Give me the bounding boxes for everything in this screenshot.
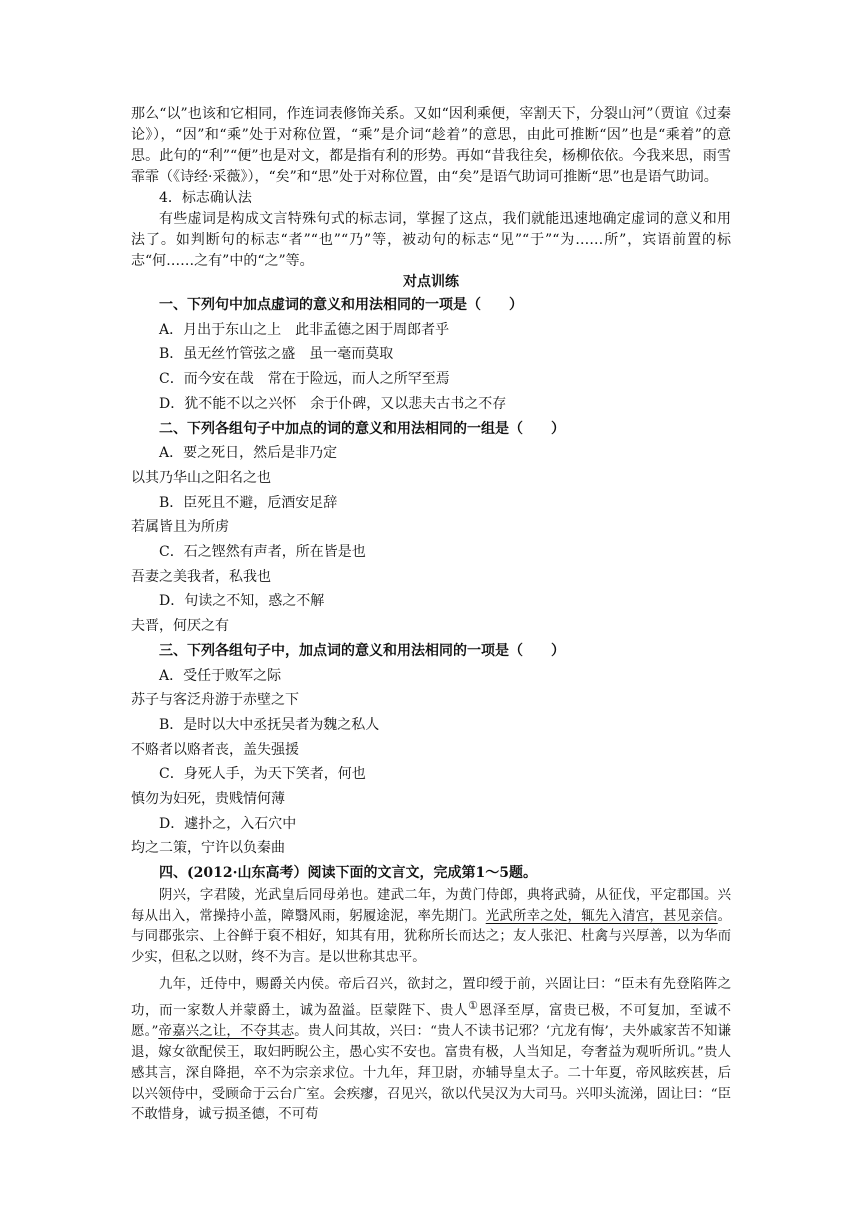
question-3-line: D．遽扑之，入石穴中	[159, 815, 297, 832]
question-3-line: A．受任于败军之际	[159, 667, 282, 684]
passage-paragraph-1	[131, 886, 731, 969]
question-2-line: A．要之死日，然后是非乃定	[159, 445, 338, 462]
question-3-line: 不赂者以赂者丧，盖失强援	[131, 741, 299, 758]
page-content	[131, 104, 731, 1126]
question-2-line: 夫晋，何厌之有	[131, 618, 229, 635]
reading-passage	[131, 886, 731, 1126]
question-2-line: B．臣死且不避，卮酒安足辞	[159, 494, 338, 511]
passage-text: 。与同郡张宗、上谷鲜于裒不相好，知其有用，犹称所长而达之；友人张汜、杜禽与兴厚善，以为华而少实，但私之以财，终不为言。是以世称其忠平。	[131, 908, 732, 966]
question-4-stem: 四、(2012·山东高考）阅读下面的文言文，完成第1～5题。	[159, 865, 537, 882]
question-2-line: 若属皆且为所虏	[131, 519, 229, 536]
question-1-option-d: D．犹不能不以之兴怀 余于仆碑，又以悲夫古书之不存	[159, 395, 507, 412]
passage-text: 。贵人问其故，兴曰：“贵人不读书记邪？‘亢龙有悔’，夫外戚家苦不知谦退，嫁女欲配侯王，取妇眄睨公主，愚心实不安也。富贵有极，人当知足，夸奢益为观听所讥。”贵人感其言，深自降挹，卒不为宗亲求位。十九年，拜卫尉，亦辅导皇太子。二十年夏，帝风眩疾甚，后以兴领侍中，受顾命于云台广室。会疾瘳，召见兴，欲以代吴汉为大司马。兴叩头流涕，固让曰：“臣不敢惜身，诚亏损圣德，不可苟	[131, 1024, 731, 1123]
question-3-line: C．身死人手，为天下笑者，何也	[159, 766, 366, 783]
question-2-line: 吾妻之美我者，私我也	[131, 568, 271, 585]
question-3-stem: 三、下列各组句子中，加点词的意义和用法相同的一项是（ ）	[159, 642, 565, 659]
training-title: 对点训练	[403, 274, 459, 290]
question-2-line: 以其乃华山之阳名之也	[131, 469, 271, 486]
question-3-line: 苏子与客泛舟游于赤壁之下	[131, 692, 299, 709]
passage-text: 恩泽至厚，富贵已极，不可复加，至诚不愿。”	[131, 1003, 732, 1040]
passage-paragraph-2	[131, 975, 731, 1126]
question-2-line: C．石之铿然有声者，所在皆是也	[159, 544, 366, 561]
question-2-line: D．句读之不知，惑之不解	[159, 593, 325, 610]
section-heading-4: 4．标志确认法	[159, 190, 252, 206]
intro-paragraph-2: 有些虚词是构成文言特殊句式的标志词，掌握了这点，我们就能迅速地确定虚词的意义和用法了。如判断句的标志“者”“也”“乃”等，被动句的标志“见”“于”“为……所”，宾语前置的标志“何……之有”中的“之”等。	[131, 211, 731, 269]
question-1-option-a: A．月出于东山之上 此非孟德之困于周郎者乎	[159, 321, 450, 338]
question-2-stem: 二、下列各组句子中加点的词的意义和用法相同的一组是（ ）	[159, 420, 565, 437]
question-1-option-b: B．虽无丝竹管弦之盛 虽一毫而莫取	[159, 346, 394, 363]
footnote-marker: ①	[468, 998, 479, 1012]
question-3-line: 慎勿为妇死，贵贱情何薄	[131, 791, 285, 808]
underlined-sentence: 帝嘉兴之让，不夺其志	[158, 1024, 295, 1040]
intro-paragraph-1: 那么“以”也该和它相同，作连词表修饰关系。又如“因利乘便，宰割天下，分裂山河”（贾谊《过秦论》），“因”和“乘”处于对称位置，“乘”是介词“趁着”的意思，由此可推断“因”也是“乘着”的意思。此句的“利”“便”也是对文，都是指有利的形势。再如“昔我往矣，杨柳依依。今我来思，雨雪霏霏（《诗经·采薇》），“矣”和“思”处于对称位置，由“矣”是语气助词可推断“思”也是语气助词。	[131, 106, 731, 185]
underlined-sentence: 光武所幸之处，辄先入清宫，甚见亲信	[485, 908, 718, 924]
question-1-option-c: C．而今安在哉 常在于险远，而人之所罕至焉	[159, 371, 450, 388]
question-1-stem: 一、下列句中加点虚词的意义和用法相同的一项是（ ）	[159, 297, 523, 313]
passage-text: 九年，迁侍中，赐爵关内侯。帝后召兴，欲封之，置印绶于前，兴固让曰：“臣未有先登陷阵之功，而一家数人并蒙爵土，诚为盈溢。臣蒙陛下、贵人	[131, 977, 731, 1019]
passage-text: 阴兴，字君陵，光武皇后同母弟也。建武二年，为黄门侍郎，典将武骑，从征伐，平定郡国。兴每从出入，常操持小盖，障翳风雨，躬履途泥，率先期门。	[131, 887, 731, 924]
question-3-line: B．是时以大中丞抚吴者为魏之私人	[159, 716, 380, 733]
question-3-line: 均之二策，宁许以负秦曲	[131, 840, 285, 857]
